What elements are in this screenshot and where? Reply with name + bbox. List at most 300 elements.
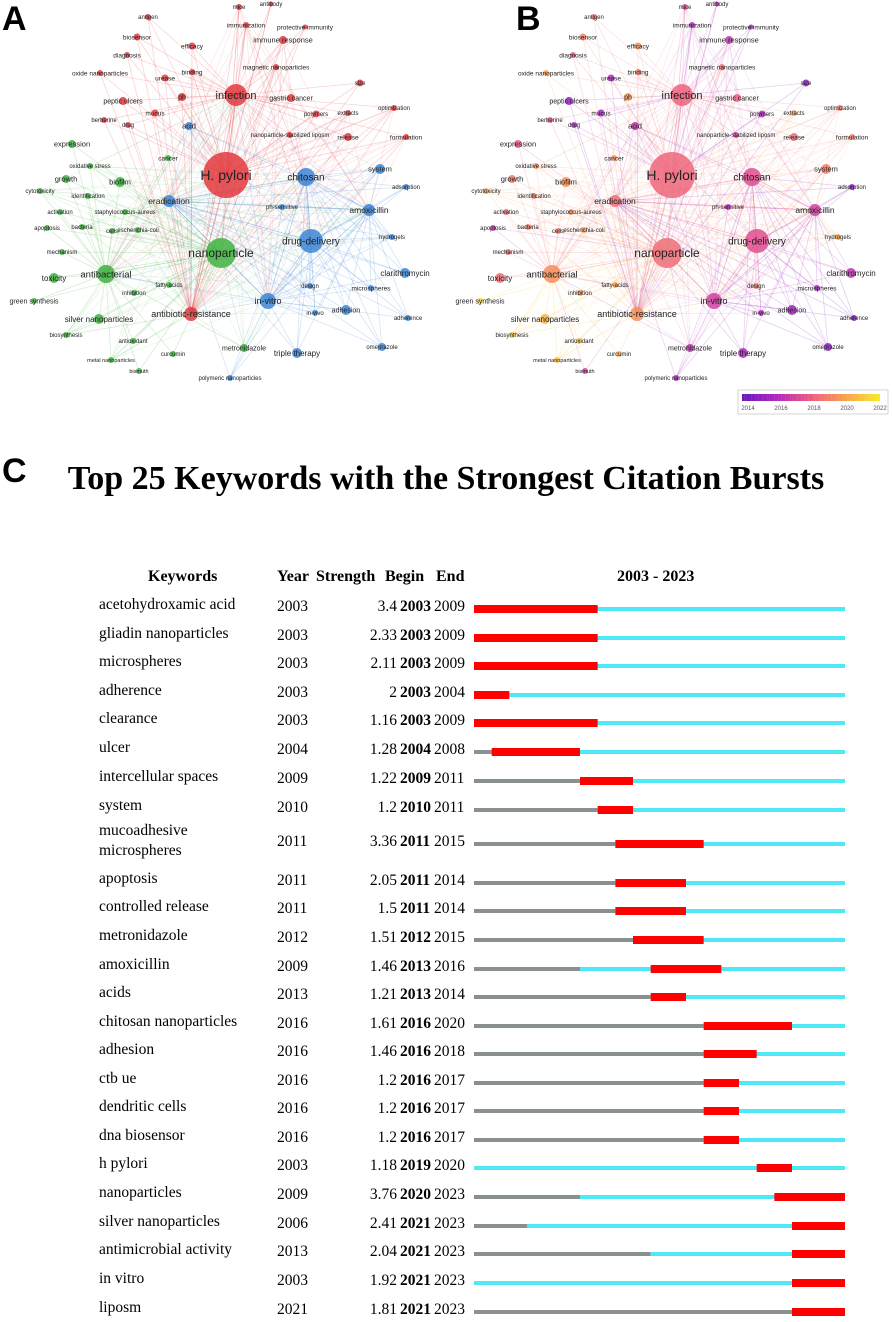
- burst-segment: [474, 634, 598, 642]
- burst-row: [0, 1240, 892, 1264]
- header-begin: Begin: [385, 568, 425, 585]
- network-node-label: nanoparticle: [634, 246, 700, 261]
- burst-row: [0, 709, 892, 733]
- network-node-label: ph-sensitive: [711, 205, 745, 212]
- end-cell: 2009: [434, 598, 465, 615]
- burst-row: [0, 652, 892, 676]
- strength-cell: 3.76: [369, 1186, 397, 1203]
- year-cell: 2003: [277, 655, 308, 672]
- network-node-label: hydrogels: [824, 235, 852, 242]
- header-year: Year: [277, 568, 309, 585]
- network-node-label: diagnosis: [113, 52, 141, 60]
- year-cell: 2013: [277, 986, 308, 1003]
- keyword-cell: system: [99, 797, 143, 814]
- begin-cell: 2011: [400, 900, 431, 917]
- network-node-label: omeprazole: [812, 345, 844, 352]
- network-node-label: metal nanoparticles: [533, 357, 581, 364]
- network-node-label: biofilm: [555, 177, 577, 187]
- network-node-label: metal nanoparticles: [87, 357, 135, 364]
- network-node-label: activation: [493, 210, 519, 217]
- strength-cell: 1.2: [377, 1129, 397, 1146]
- burst-segment: [651, 965, 722, 973]
- year-cell: 2003: [277, 684, 308, 701]
- keyword-cell: mucoadhesive microspheres: [99, 822, 188, 859]
- strength-cell: 1.2: [377, 799, 397, 816]
- network-node-label: acid: [182, 121, 196, 131]
- burst-segment: [757, 1164, 792, 1172]
- network-node-label: system: [814, 164, 838, 174]
- burst-timeline: [474, 877, 845, 889]
- end-cell: 2014: [434, 900, 465, 917]
- year-cell: 2010: [277, 799, 308, 816]
- network-node-label: mucus: [145, 110, 165, 118]
- burst-row: [0, 738, 892, 762]
- network-node-label: magnetic nanoparticles: [688, 64, 756, 72]
- header-keywords: Keywords: [148, 568, 218, 585]
- network-node-label: adhesion: [777, 307, 807, 315]
- keyword-cell: dendritic cells: [99, 1098, 187, 1115]
- burst-timeline: [474, 1306, 845, 1318]
- network-node-label: amoxicillin: [349, 204, 389, 215]
- end-cell: 2015: [434, 833, 465, 850]
- network-node-label: microspheres: [797, 285, 837, 293]
- inactive-segment: [474, 779, 580, 783]
- burst-segment: [580, 777, 633, 785]
- year-cell: 2009: [277, 770, 308, 787]
- end-cell: 2017: [434, 1072, 465, 1089]
- network-node-label: antibody: [259, 2, 283, 9]
- burst-row: [0, 1183, 892, 1207]
- burst-row: [0, 983, 892, 1007]
- begin-cell: 2012: [400, 929, 431, 946]
- begin-cell: 2011: [400, 872, 431, 889]
- network-node-label: optimization: [823, 106, 857, 113]
- network-node-label: escherichia-coli: [117, 228, 159, 235]
- network-node-label: cancer: [604, 155, 624, 163]
- year-colorbar: [738, 390, 888, 414]
- burst-row: [0, 869, 892, 893]
- network-node-label: triple therapy: [719, 348, 767, 358]
- strength-cell: 1.28: [369, 741, 397, 758]
- inactive-segment: [474, 995, 651, 999]
- burst-timeline: [474, 1134, 845, 1146]
- keyword-cell: h pylori: [99, 1155, 148, 1172]
- network-node-label: metronidazole: [668, 345, 712, 353]
- network-node-label: berberine: [91, 118, 117, 125]
- year-cell: 2016: [277, 1072, 308, 1089]
- end-cell: 2011: [434, 770, 465, 787]
- year-cell: 2016: [277, 1129, 308, 1146]
- burst-timeline: [474, 775, 845, 787]
- inactive-segment: [474, 1195, 580, 1199]
- burst-row: [0, 1269, 892, 1293]
- network-node-label: extracts: [783, 111, 805, 118]
- burst-row: [0, 1212, 892, 1236]
- network-node-label: eradication: [594, 195, 636, 206]
- network-node-label: immunization: [226, 22, 266, 30]
- network-node-label: adhesion: [331, 307, 361, 315]
- strength-cell: 1.5: [377, 900, 397, 917]
- colorbar-tick-label: 2016: [774, 406, 788, 412]
- begin-cell: 2004: [400, 741, 431, 758]
- network-node-label: design: [301, 284, 319, 291]
- network-node-label: antigen: [584, 15, 604, 22]
- year-cell: 2006: [277, 1215, 308, 1232]
- network-node-label: adherence: [393, 316, 423, 323]
- burst-row: [0, 624, 892, 648]
- burst-timeline: [474, 1220, 845, 1232]
- burst-timeline: [474, 905, 845, 917]
- network-node-label: expression: [53, 139, 91, 149]
- network-node-label: curcumin: [160, 352, 186, 359]
- end-cell: 2018: [434, 1043, 465, 1060]
- end-cell: 2020: [434, 1157, 465, 1174]
- network-node-label: silver nanoparticles: [510, 314, 580, 324]
- active-segment: [598, 808, 845, 812]
- network-node-label: infection: [661, 89, 703, 102]
- end-cell: 2011: [434, 799, 465, 816]
- network-node-label: mucus: [591, 110, 611, 118]
- network-node-label: adsorption: [837, 185, 867, 192]
- burst-segment: [474, 662, 598, 670]
- network-node-label: fatty-acids: [155, 283, 183, 290]
- inactive-segment: [474, 1024, 704, 1028]
- begin-cell: 2003: [400, 712, 431, 729]
- strength-cell: 2.04: [369, 1243, 397, 1260]
- keyword-cell: microspheres: [99, 653, 182, 670]
- inactive-segment: [474, 1052, 704, 1056]
- network-node-label: infection: [215, 89, 257, 102]
- burst-segment: [633, 936, 704, 944]
- network-node-label: adsorption: [391, 185, 421, 192]
- network-node-label: nanoparticle: [188, 246, 254, 261]
- burst-segment: [598, 806, 633, 814]
- end-cell: 2023: [434, 1215, 465, 1232]
- cluster-network-map: [0, 0, 446, 420]
- year-cell: 2013: [277, 1243, 308, 1260]
- inactive-segment: [474, 1081, 704, 1085]
- burst-segment: [615, 840, 703, 848]
- begin-cell: 2021: [400, 1272, 431, 1289]
- network-node-label: bacteria: [517, 225, 539, 232]
- burst-row: [0, 681, 892, 705]
- network-node-label: protective immunity: [277, 24, 333, 32]
- begin-cell: 2013: [400, 986, 431, 1003]
- burst-timeline: [474, 1277, 845, 1289]
- strength-cell: 2.11: [370, 655, 397, 672]
- begin-cell: 2003: [400, 598, 431, 615]
- network-node-label: mice: [678, 5, 692, 12]
- burst-row: [0, 796, 892, 820]
- burst-timeline: [474, 660, 845, 672]
- end-cell: 2009: [434, 712, 465, 729]
- keyword-cell: adherence: [99, 682, 162, 699]
- panel-label-a: A: [2, 0, 27, 38]
- network-node-label: staphylococcus-aureus: [540, 210, 602, 217]
- network-node-label: binding: [627, 69, 649, 77]
- end-cell: 2023: [434, 1301, 465, 1318]
- network-node-label: chitosan: [733, 172, 771, 184]
- inactive-segment: [474, 938, 633, 942]
- burst-segment: [704, 1050, 757, 1058]
- burst-row: [0, 595, 892, 619]
- network-node-label: ph: [178, 94, 186, 102]
- burst-segment: [615, 907, 686, 915]
- keyword-cell: silver nanoparticles: [99, 1213, 220, 1230]
- year-cell: 2003: [277, 598, 308, 615]
- begin-cell: 2016: [400, 1043, 431, 1060]
- network-node-label: efficacy: [627, 43, 649, 51]
- network-node-label: mice: [232, 5, 246, 12]
- network-node-label: release: [337, 134, 359, 142]
- network-node-label: antibacterial: [80, 269, 132, 281]
- end-cell: 2017: [434, 1100, 465, 1117]
- network-node-label: clarithromycin: [380, 268, 430, 278]
- network-node-label: biofilm: [109, 177, 131, 187]
- network-node-label: toxicity: [41, 273, 67, 283]
- keyword-cell: metronidazole: [99, 927, 188, 944]
- keyword-cell: intercellular spaces: [99, 768, 219, 785]
- end-cell: 2023: [434, 1186, 465, 1203]
- network-node-label: in-vitro: [254, 296, 282, 307]
- burst-timeline: [474, 1105, 845, 1117]
- network-node-label: staphylococcus-aureus: [94, 210, 156, 217]
- network-node-label: silver nanoparticles: [64, 314, 134, 324]
- year-cell: 2003: [277, 1272, 308, 1289]
- burst-timeline: [474, 746, 845, 758]
- network-node-label: binding: [181, 69, 203, 77]
- year-cell: 2003: [277, 712, 308, 729]
- network-node-label: ph-sensitive: [265, 205, 299, 212]
- network-node-label: berberine: [537, 118, 563, 125]
- network-node-label: hydrogels: [378, 235, 406, 242]
- overlay-network-map: [446, 0, 892, 420]
- keyword-cell: apoptosis: [99, 870, 158, 887]
- keyword-cell: antimicrobial activity: [99, 1241, 232, 1258]
- active-segment: [474, 693, 845, 697]
- network-node-label: oxidative stress: [69, 164, 111, 171]
- burst-segment: [774, 1193, 845, 1201]
- burst-segment: [492, 748, 580, 756]
- network-node-label: peptic ulcers: [549, 98, 589, 106]
- begin-cell: 2010: [400, 799, 431, 816]
- keyword-cell: clearance: [99, 710, 158, 727]
- begin-cell: 2016: [400, 1100, 431, 1117]
- network-node-label: polymeric nanoparticles: [198, 376, 262, 383]
- burst-segment: [792, 1308, 845, 1316]
- strength-cell: 3.36: [369, 833, 397, 850]
- header-end: End: [436, 568, 465, 585]
- keyword-cell: ulcer: [99, 739, 130, 756]
- colorbar-tick-label: 2020: [840, 406, 854, 412]
- burst-table-title: Top 25 Keywords with the Strongest Citation Bursts: [67, 460, 825, 497]
- inactive-segment: [474, 1138, 704, 1142]
- burst-timeline: [474, 991, 845, 1003]
- network-node-label: antibiotic-resistance: [151, 309, 231, 320]
- citation-burst-panel: [0, 440, 892, 1319]
- network-node-label: oxide nanoparticles: [517, 70, 575, 78]
- begin-cell: 2016: [400, 1015, 431, 1032]
- inactive-segment: [474, 881, 615, 885]
- network-node-label: activation: [47, 210, 73, 217]
- burst-row: [0, 897, 892, 921]
- network-node-label: protective immunity: [723, 24, 779, 32]
- strength-cell: 2.33: [369, 627, 397, 644]
- begin-cell: 2021: [400, 1301, 431, 1318]
- begin-cell: 2003: [400, 627, 431, 644]
- network-node-label: drug: [121, 123, 135, 130]
- network-node-label: antibiotic-resistance: [597, 309, 677, 320]
- strength-cell: 1.61: [369, 1015, 397, 1032]
- strength-cell: 1.22: [369, 770, 397, 787]
- end-cell: 2004: [434, 684, 465, 701]
- panel-label-c: C: [2, 452, 27, 490]
- end-cell: 2015: [434, 929, 465, 946]
- colorbar-tick-label: 2022: [873, 406, 887, 412]
- burst-timeline: [474, 1248, 845, 1260]
- burst-segment: [704, 1107, 739, 1115]
- keyword-cell: in vitro: [99, 1270, 145, 1287]
- strength-cell: 1.21: [369, 986, 397, 1003]
- inactive-segment: [474, 808, 598, 812]
- network-node-label: green synthesis: [9, 298, 59, 306]
- end-cell: 2020: [434, 1015, 465, 1032]
- inactive-segment: [474, 967, 580, 971]
- network-node-label: efficacy: [181, 43, 203, 51]
- year-cell: 2003: [277, 627, 308, 644]
- burst-timeline: [474, 1162, 845, 1174]
- header-strength: Strength: [316, 568, 376, 585]
- network-node-label: biosynthesis: [495, 333, 529, 340]
- network-node-label: system: [368, 164, 392, 174]
- network-node-label: bacteria: [71, 225, 93, 232]
- network-node-label: gastric cancer: [269, 95, 313, 103]
- network-node-label: bismuth: [129, 368, 149, 375]
- network-node-label: ph: [624, 94, 632, 102]
- network-node-label: formulation: [835, 134, 869, 142]
- network-node-label: inhibition: [122, 291, 146, 298]
- keyword-cell: dna biosensor: [99, 1127, 185, 1144]
- network-node-label: drug: [567, 123, 581, 130]
- network-node-label: diagnosis: [559, 52, 587, 60]
- burst-row: [0, 1069, 892, 1093]
- begin-cell: 2003: [400, 684, 431, 701]
- end-cell: 2008: [434, 741, 465, 758]
- network-node-label: growth: [500, 174, 524, 184]
- burst-timeline: [474, 1020, 845, 1032]
- keyword-cell: gliadin nanoparticles: [99, 625, 229, 642]
- network-node-label: urease: [155, 75, 175, 83]
- keyword-cell: acids: [99, 984, 131, 1001]
- year-cell: 2021: [277, 1301, 308, 1318]
- network-node-label: nanoparticle-stabilized liposm: [250, 133, 330, 140]
- year-cell: 2011: [277, 833, 308, 850]
- year-cell: 2003: [277, 1157, 308, 1174]
- network-node-label: cytotoxicity: [471, 189, 501, 196]
- burst-row: [0, 1298, 892, 1322]
- year-cell: 2009: [277, 1186, 308, 1203]
- year-cell: 2016: [277, 1043, 308, 1060]
- begin-cell: 2020: [400, 1186, 431, 1203]
- year-cell: 2011: [277, 872, 308, 889]
- keyword-cell: ctb ue: [99, 1070, 137, 1087]
- burst-timeline: [474, 934, 845, 946]
- network-node-label: clarithromycin: [826, 268, 876, 278]
- network-node-label: fatty-acids: [601, 283, 629, 290]
- network-node-label: in-vivo: [306, 311, 324, 318]
- keyword-cell: acetohydroxamic acid: [99, 596, 236, 613]
- inactive-segment: [474, 750, 492, 754]
- strength-cell: 1.2: [377, 1100, 397, 1117]
- strength-cell: 1.18: [369, 1157, 397, 1174]
- network-node-label: immunization: [672, 22, 712, 30]
- strength-cell: 1.2: [377, 1072, 397, 1089]
- burst-segment: [651, 993, 686, 1001]
- burst-timeline: [474, 689, 845, 701]
- burst-timeline: [474, 1191, 845, 1203]
- network-node-label: oxide nanoparticles: [71, 70, 129, 78]
- network-node-label: H. pylori: [646, 166, 698, 183]
- network-node-label: extracts: [337, 111, 359, 118]
- network-edge: [722, 67, 752, 177]
- burst-segment: [792, 1279, 845, 1287]
- active-segment: [474, 1281, 845, 1285]
- network-node-label: release: [783, 134, 805, 142]
- network-node-label: acid: [628, 121, 642, 131]
- burst-segment: [474, 605, 598, 613]
- network-node-label: curcumin: [606, 352, 632, 359]
- strength-cell: 1.92: [369, 1272, 397, 1289]
- network-node-label: H. pylori: [200, 166, 252, 183]
- inactive-segment: [474, 1310, 792, 1314]
- burst-segment: [792, 1250, 845, 1258]
- end-cell: 2023: [434, 1243, 465, 1260]
- network-node-label: toxicity: [487, 273, 513, 283]
- burst-timeline: [474, 804, 845, 816]
- burst-row: [0, 926, 892, 950]
- burst-timeline: [474, 632, 845, 644]
- network-node-label: apoptosis: [480, 226, 506, 233]
- network-node-label: apoptosis: [34, 226, 60, 233]
- burst-row: [0, 1040, 892, 1064]
- burst-segment: [704, 1022, 792, 1030]
- network-node-label: microspheres: [351, 285, 391, 293]
- year-cell: 2011: [277, 900, 308, 917]
- end-cell: 2016: [434, 958, 465, 975]
- network-node-label: magnetic nanoparticles: [242, 64, 310, 72]
- strength-cell: 1.46: [369, 1043, 397, 1060]
- year-cell: 2012: [277, 929, 308, 946]
- network-node-label: expression: [499, 139, 537, 149]
- begin-cell: 2009: [400, 770, 431, 787]
- network-node-label: oxidative stress: [515, 164, 557, 171]
- panel-label-b: B: [516, 0, 541, 38]
- year-cell: 2009: [277, 958, 308, 975]
- burst-timeline: [474, 603, 845, 615]
- end-cell: 2009: [434, 627, 465, 644]
- network-node-label: cells: [551, 229, 565, 236]
- year-cell: 2016: [277, 1100, 308, 1117]
- inactive-segment: [474, 1109, 704, 1113]
- burst-timeline: [474, 963, 845, 975]
- network-node-label: metronidazole: [222, 345, 266, 353]
- strength-cell: 1.81: [369, 1301, 397, 1318]
- burst-timeline: [474, 1077, 845, 1089]
- inactive-segment: [474, 842, 615, 846]
- begin-cell: 2011: [400, 833, 431, 850]
- burst-timeline: [474, 717, 845, 729]
- keyword-cell: nanoparticles: [99, 1184, 182, 1201]
